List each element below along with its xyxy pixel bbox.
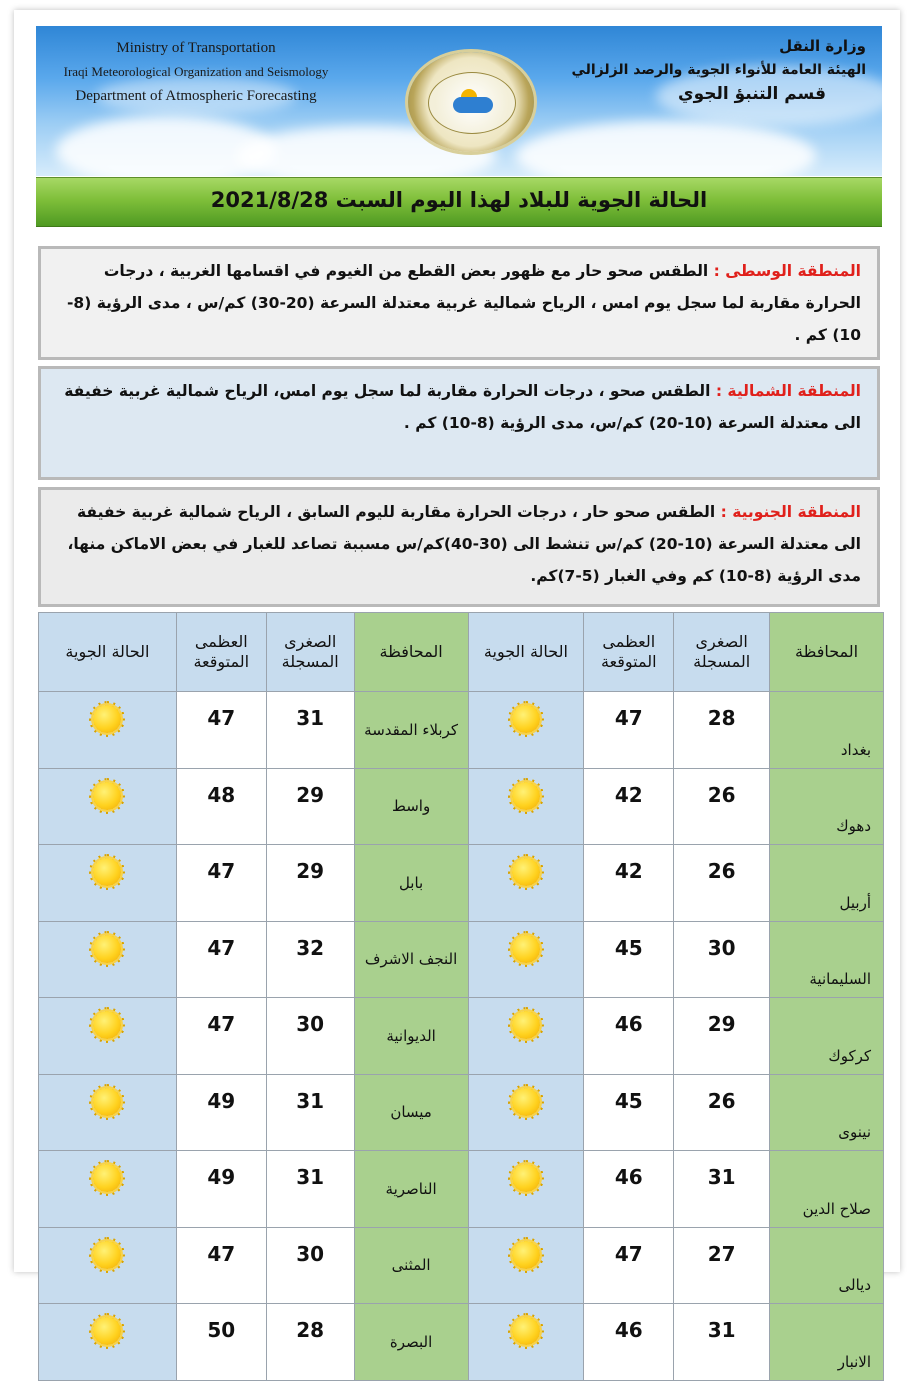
region-central [38,246,880,360]
condition-cell [468,768,584,845]
header-governorate: المحافظة [354,613,468,692]
header-english [46,36,346,108]
table-row [39,692,884,769]
table-row [39,1227,884,1304]
sun-icon [87,1163,127,1193]
max-temp-cell: 49 [176,1151,266,1228]
min-temp-cell: 30 [266,998,354,1075]
min-temp-cell: 31 [266,1074,354,1151]
max-temp-cell: 45 [584,921,674,998]
condition-cell [468,1227,584,1304]
sun-icon [506,1087,546,1117]
table-header-row [39,613,884,692]
sun-icon [506,704,546,734]
header-condition: الحالة الجوية [468,613,584,692]
condition-cell [39,1074,177,1151]
min-temp-cell: 30 [674,921,770,998]
condition-cell [468,845,584,922]
governorate-cell: دهوك [770,768,884,845]
header-max: العظمى المتوقعة [584,613,674,692]
governorate-cell: النجف الاشرف [354,921,468,998]
min-temp-cell: 26 [674,845,770,922]
min-temp-cell: 28 [674,692,770,769]
governorate-cell: الناصرية [354,1151,468,1228]
min-temp-cell: 29 [674,998,770,1075]
sun-icon [506,1010,546,1040]
table-row [39,768,884,845]
condition-cell [39,921,177,998]
min-temp-cell: 31 [674,1304,770,1381]
governorate-cell: بابل [354,845,468,922]
max-temp-cell: 50 [176,1304,266,1381]
min-temp-cell: 29 [266,768,354,845]
logo-cloud-icon [453,97,493,113]
report-title-bar [36,177,882,227]
header-max: العظمى المتوقعة [176,613,266,692]
max-temp-cell: 47 [176,998,266,1075]
header-condition: الحالة الجوية [39,613,177,692]
region-central-text: الطقس صحو حار مع ظهور بعض القطع من الغيوم في اقسامها الغربية ، درجات الحرارة مقاربة لما سجل يوم امس ، الرياح شمالية غربية معتدلة السرعة (20-30) كم/س ، مدى الرؤية (8-10) كم . [66,262,861,344]
sun-icon [506,1240,546,1270]
sun-icon [506,857,546,887]
sun-icon [87,704,127,734]
condition-cell [468,1151,584,1228]
condition-cell [39,1227,177,1304]
min-temp-cell: 28 [266,1304,354,1381]
organization-name-ar: الهيئة العامة للأنواء الجوية والرصد الزلزالي [571,62,866,78]
max-temp-cell: 48 [176,768,266,845]
governorate-cell: صلاح الدين [770,1151,884,1228]
max-temp-cell: 45 [584,1074,674,1151]
ministry-name-en: Ministry of Transportation [116,40,276,56]
condition-cell [39,692,177,769]
table-row [39,921,884,998]
condition-cell [468,1074,584,1151]
sun-icon [506,781,546,811]
min-temp-cell: 29 [266,845,354,922]
governorate-cell: واسط [354,768,468,845]
governorate-cell: كربلاء المقدسة [354,692,468,769]
max-temp-cell: 47 [176,921,266,998]
min-temp-cell: 32 [266,921,354,998]
governorate-cell: الديوانية [354,998,468,1075]
max-temp-cell: 46 [584,998,674,1075]
governorate-cell: السليمانية [770,921,884,998]
max-temp-cell: 47 [176,1227,266,1304]
max-temp-cell: 47 [176,845,266,922]
governorate-cell: نينوى [770,1074,884,1151]
region-south [38,487,880,607]
organization-logo [408,52,534,152]
sun-icon [87,1240,127,1270]
table-row [39,845,884,922]
max-temp-cell: 46 [584,1304,674,1381]
sun-icon [87,781,127,811]
max-temp-cell: 42 [584,768,674,845]
condition-cell [468,692,584,769]
sun-icon [506,1316,546,1346]
governorate-cell: البصرة [354,1304,468,1381]
min-temp-cell: 30 [266,1227,354,1304]
min-temp-cell: 26 [674,1074,770,1151]
governorate-cell: ميسان [354,1074,468,1151]
governorate-cell: ديالى [770,1227,884,1304]
governorate-cell: أربيل [770,845,884,922]
sun-icon [506,934,546,964]
department-name-en: Department of Atmospheric Forecasting [75,88,317,104]
sun-icon [87,857,127,887]
region-central-name: المنطقة الوسطى : [713,262,861,280]
governorate-cell: المثنى [354,1227,468,1304]
region-north-text: الطقس صحو ، درجات الحرارة مقاربة لما سجل يوم امس، الرياح شمالية غربية خفيفة الى معتدلة السرعة (10-20) كم/س، مدى الرؤية (8-10) كم . [64,382,861,432]
sun-icon [87,934,127,964]
max-temp-cell: 47 [176,692,266,769]
min-temp-cell: 31 [266,1151,354,1228]
condition-cell [39,1151,177,1228]
table-row [39,1304,884,1381]
header-min: الصغرى المسجلة [674,613,770,692]
min-temp-cell: 31 [674,1151,770,1228]
governorate-cell: كركوك [770,998,884,1075]
max-temp-cell: 49 [176,1074,266,1151]
condition-cell [39,1304,177,1381]
region-north [38,366,880,480]
sun-icon [87,1010,127,1040]
header-banner [36,26,882,176]
condition-cell [39,845,177,922]
region-south-text: الطقس صحو حار ، درجات الحرارة مقاربة لليوم السابق ، الرياح شمالية غربية خفيفة الى معتدلة السرعة (10-20) كم/س تنشط الى (30-40)كم/س مسببة تصاعد للغبار في بعض الاماكن منها، مدى الرؤية (8-10) كم وفي الغبار (5-7)كم. [67,503,861,585]
header-governorate: المحافظة [770,613,884,692]
table-row [39,998,884,1075]
min-temp-cell: 27 [674,1227,770,1304]
governorate-cell: بغداد [770,692,884,769]
header-min: الصغرى المسجلة [266,613,354,692]
sun-icon [87,1316,127,1346]
region-north-name: المنطقة الشمالية : [715,382,861,400]
max-temp-cell: 47 [584,692,674,769]
governorate-cell: الانبار [770,1304,884,1381]
min-temp-cell: 31 [266,692,354,769]
min-temp-cell: 26 [674,768,770,845]
region-south-name: المنطقة الجنوبية : [720,503,861,521]
table-row [39,1074,884,1151]
max-temp-cell: 42 [584,845,674,922]
header-arabic [566,34,866,106]
max-temp-cell: 46 [584,1151,674,1228]
department-name-ar: قسم التنبؤ الجوي [678,84,826,104]
condition-cell [39,768,177,845]
sun-icon [506,1163,546,1193]
report-title: الحالة الجوية للبلاد لهذا اليوم السبت 2021/8/28 [210,188,708,212]
condition-cell [468,998,584,1075]
ministry-name-ar: وزارة النقل [779,37,866,55]
max-temp-cell: 47 [584,1227,674,1304]
condition-cell [468,1304,584,1381]
condition-cell [468,921,584,998]
organization-name-en: Iraqi Meteorological Organization and Seismology [63,64,329,79]
condition-cell [39,998,177,1075]
forecast-table [38,612,884,1381]
sun-icon [87,1087,127,1117]
table-row [39,1151,884,1228]
